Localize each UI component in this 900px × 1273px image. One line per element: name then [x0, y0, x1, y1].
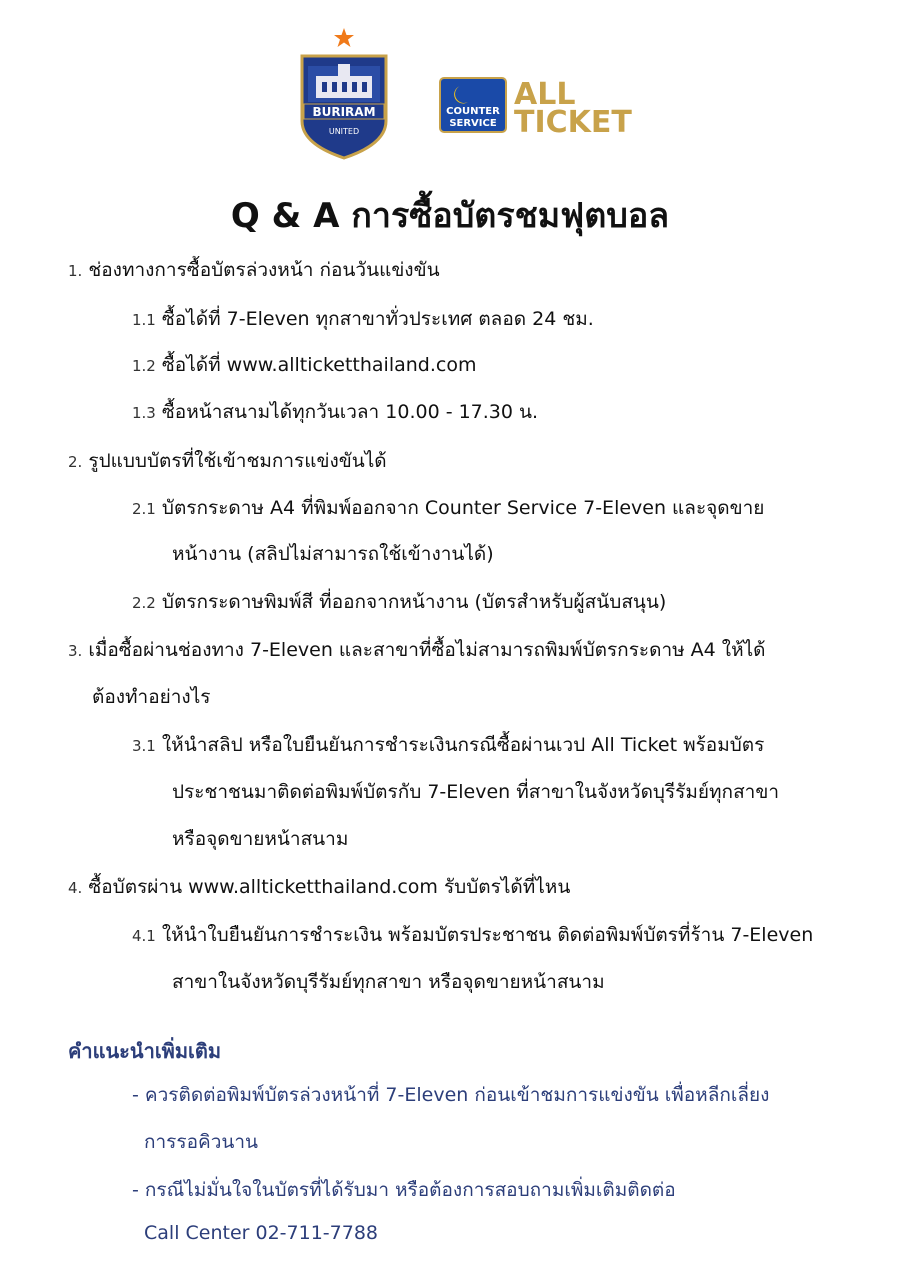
item-3-1: [132, 731, 764, 760]
page-title: Q & A การซื้อบัตรชมฟุตบอล: [230, 196, 670, 236]
item-4-1-cont: สาขาในจังหวัดบุรีรัมย์ทุกสาขา หรือจุดขายหน้าสนาม: [172, 971, 605, 993]
section-3: [68, 636, 766, 665]
tip-1-cont: การรอคิวนาน: [144, 1131, 259, 1153]
item-text: ซื้อหน้าสนามได้ทุกวันเวลา 10.00 - 17.30 น.: [161, 401, 539, 423]
item-number: 1.1: [132, 311, 156, 329]
item-text: ซื้อได้ที่ 7-Eleven ทุกสาขาทั่วประเทศ ตลอด 24 ชม.: [161, 308, 594, 330]
section-text: เมื่อซื้อผ่านช่องทาง 7-Eleven และสาขาที่ซื้อไม่สามารถพิมพ์บัตรกระดาษ A4 ให้ได้: [88, 639, 766, 661]
section-1: [68, 256, 440, 285]
item-3-1-cont: ประชาชนมาติดต่อพิมพ์บัตรกับ 7-Eleven ที่สาขาในจังหวัดบุรีรัมย์ทุกสาขา: [172, 781, 779, 803]
tip-bullet: -: [132, 1179, 139, 1201]
counter-line2: SERVICE: [449, 118, 497, 129]
section-number: 2.: [68, 453, 83, 471]
star-icon: [334, 28, 354, 47]
section-number: 4.: [68, 879, 83, 897]
section-number: 1.: [68, 262, 83, 280]
section-text: ซื้อบัตรผ่าน www.allticketthailand.com รับบัตรได้ที่ไหน: [88, 876, 571, 898]
item-number: 1.2: [132, 357, 156, 375]
ticket-brand-text: TICKET: [514, 105, 632, 136]
item-2-1-cont: หน้างาน (สลิปไม่สามารถใช้เข้างานได้): [172, 543, 494, 565]
tip-bullet: -: [132, 1084, 139, 1106]
all-brand-text: ALL: [514, 77, 576, 112]
item-1-3: [132, 398, 538, 427]
item-2-1: [132, 494, 764, 523]
item-number: 1.3: [132, 404, 156, 422]
section-4: [68, 873, 570, 902]
item-text: บัตรกระดาษ A4 ที่พิมพ์ออกจาก Counter Service 7-Eleven และจุดขาย: [161, 497, 765, 519]
tip-1: [132, 1081, 769, 1109]
item-text: ซื้อได้ที่ www.allticketthailand.com: [161, 354, 477, 376]
section-3-cont: ต้องทำอย่างไร: [92, 686, 211, 708]
tips-heading: คำแนะนำเพิ่มเติม: [68, 1039, 222, 1063]
tip-text: กรณีไม่มั่นใจในบัตรที่ได้รับมา หรือต้องการสอบถามเพิ่มเติมติดต่อ: [144, 1179, 676, 1201]
call-center: Call Center 02-711-7788: [144, 1222, 379, 1244]
item-number: 2.2: [132, 594, 156, 612]
item-2-2: [132, 588, 666, 617]
buriram-united-logo: [294, 26, 394, 161]
item-1-2: [132, 351, 476, 380]
item-number: 3.1: [132, 737, 156, 755]
section-text: รูปแบบบัตรที่ใช้เข้าชมการแข่งขันได้: [88, 450, 387, 472]
item-number: 2.1: [132, 500, 156, 518]
tip-2: [132, 1176, 676, 1204]
item-text: ให้นำใบยืนยันการชำระเงิน พร้อมบัตรประชาชน ติดต่อพิมพ์บัตรที่ร้าน 7-Eleven: [161, 924, 814, 946]
counter-line1: COUNTER: [446, 106, 500, 117]
logo-header: [0, 26, 900, 166]
item-text: ให้นำสลิป หรือใบยืนยันการชำระเงินกรณีซื้อผ่านเวป All Ticket พร้อมบัตร: [161, 734, 765, 756]
allticket-logo: [438, 76, 700, 136]
item-3-1-cont2: หรือจุดขายหน้าสนาม: [172, 828, 349, 850]
tip-text: ควรติดต่อพิมพ์บัตรล่วงหน้าที่ 7-Eleven ก่อนเข้าชมการแข่งขัน เพื่อหลีกเลี่ยง: [144, 1084, 770, 1106]
item-text: บัตรกระดาษพิมพ์สี ที่ออกจากหน้างาน (บัตรสำหรับผู้สนับสนุน): [161, 591, 667, 613]
united-sub: UNITED: [328, 127, 360, 136]
buriram-name: BURIRAM: [312, 105, 376, 119]
item-4-1: [132, 921, 813, 950]
item-1-1: [132, 305, 594, 334]
item-number: 4.1: [132, 927, 156, 945]
section-2: [68, 447, 387, 476]
section-text: ช่องทางการซื้อบัตรล่วงหน้า ก่อนวันแข่งขัน: [88, 259, 440, 281]
section-number: 3.: [68, 642, 83, 660]
